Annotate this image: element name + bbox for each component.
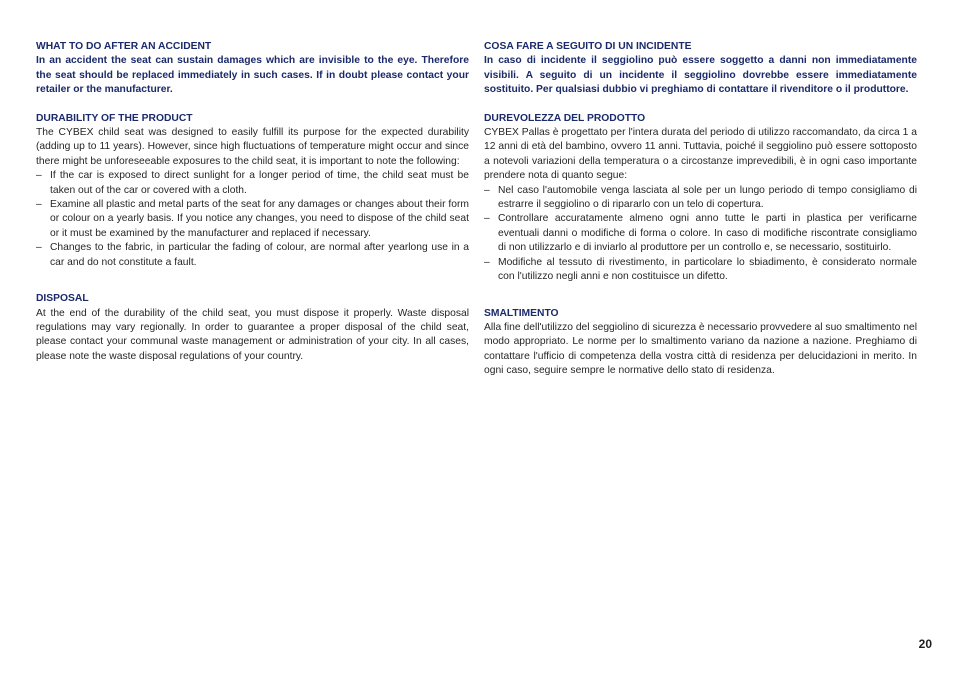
list-item: – Nel caso l'automobile venga lasciata al sole per un lungo periodo di tempo consigliamo di estrarre il seggiolino o di ripararlo con un telo di copertura. [484, 184, 917, 211]
dash-marker: – [36, 170, 42, 182]
dash-marker: – [484, 213, 490, 225]
list-item: – Examine all plastic and metal parts of the seat for any damages or changes about their form or colour on a yearly basis. If you notice any changes, you need to dispose of the child seat or it must be examined by the manufacturer and replaced if necessary. [36, 199, 469, 239]
disposal-text-en: At the end of the durability of the child seat, you must dispose it properly. Waste disposal regulations may vary regionally. In order to guarantee a proper disposal of the child seat, please contact your communal waste management or administration of your city. In all cases, please note the waste disposal regulations of your country. [36, 307, 469, 362]
durability-list-it [484, 184, 917, 285]
disposal-text-it: Alla fine dell'utilizzo del seggiolino di sicurezza è necessario provvedere al suo smaltimento nel modo appropriato. Le norme per lo smaltimento variano da nazione a nazione. Preghiamo di contattare l'ufficio di competenza della vostra città di residenza per delucidazioni in merito. In ogni caso, seguire sempre le normative dello stato di residenza. [484, 321, 917, 377]
accident-text-it: In caso di incidente il seggiolino può essere soggetto a danni non immediatamente visibili. A seguito di un incidente il seggiolino dovrebbe essere immediatamente sostituito. Per qualsiasi dubbio vi preghiamo di contattare il rivenditore o il produttore. [484, 55, 917, 96]
durability-text-it: CYBEX Pallas è progettato per l'intera durata del periodo di utilizzo raccomandato, da circa 1 a 12 anni di età del bambino, ovvero 11 anni. Tuttavia, poiché il seggiolino può essere sottoposto a notevoli variazioni della temperatura o a circostanze imprevedibili, è in ogni caso importante prendere nota di quanto segue: [484, 127, 917, 182]
dash-marker: – [484, 184, 490, 196]
dash-marker: – [36, 242, 42, 254]
list-item: – Controllare accuratamente almeno ogni anno tutte le parti in plastica per verificarne eventuali danni o modifiche di forma o colore. In caso di modifiche riscontrate consigliamo di non utilizzarlo e di inviarlo al produttore per un controllo e, se necessario, sostituirlo. [484, 213, 917, 254]
english-column [36, 40, 469, 364]
durability-heading-en: DURABILITY OF THE PRODUCT [36, 112, 193, 124]
list-item: – Modifiche al tessuto di rivestimento, in particolare lo sbiadimento, è considerato normale con l'utilizzo negli anni e non costituisce un difetto. [484, 256, 917, 283]
page-number: 20 [918, 637, 932, 651]
durability-text-en: The CYBEX child seat was designed to easily fulfill its purpose for the expected durability (adding up to 11 years). However, since high fluctuations of temperature might occur and since there might be unforeseeable exposures to the child seat, it is important to note the following: [36, 127, 469, 167]
accident-text-en: In an accident the seat can sustain damages which are invisible to the eye. Therefore the seat should be replaced immediately in such cases. If in doubt please contact your retailer or the manufacturer. [36, 55, 469, 96]
durability-list-en [36, 169, 469, 270]
italian-column [484, 40, 917, 379]
dash-marker: – [36, 199, 42, 211]
disposal-heading-en: DISPOSAL [36, 293, 89, 305]
accident-heading-it: COSA FARE A SEGUITO DI UN INCIDENTE [484, 41, 692, 52]
disposal-heading-it: SMALTIMENTO [484, 307, 559, 319]
accident-heading-en: WHAT TO DO AFTER AN ACCIDENT [36, 41, 212, 52]
list-item: – Changes to the fabric, in particular the fading of colour, are normal after yearlong use in a car and do not constitute a fault. [36, 242, 469, 268]
list-item: – If the car is exposed to direct sunlight for a longer period of time, the child seat must be taken out of the car or covered with a cloth. [36, 170, 469, 196]
dash-marker: – [484, 256, 490, 268]
durability-heading-it: DUREVOLEZZA DEL PRODOTTO [484, 112, 646, 124]
